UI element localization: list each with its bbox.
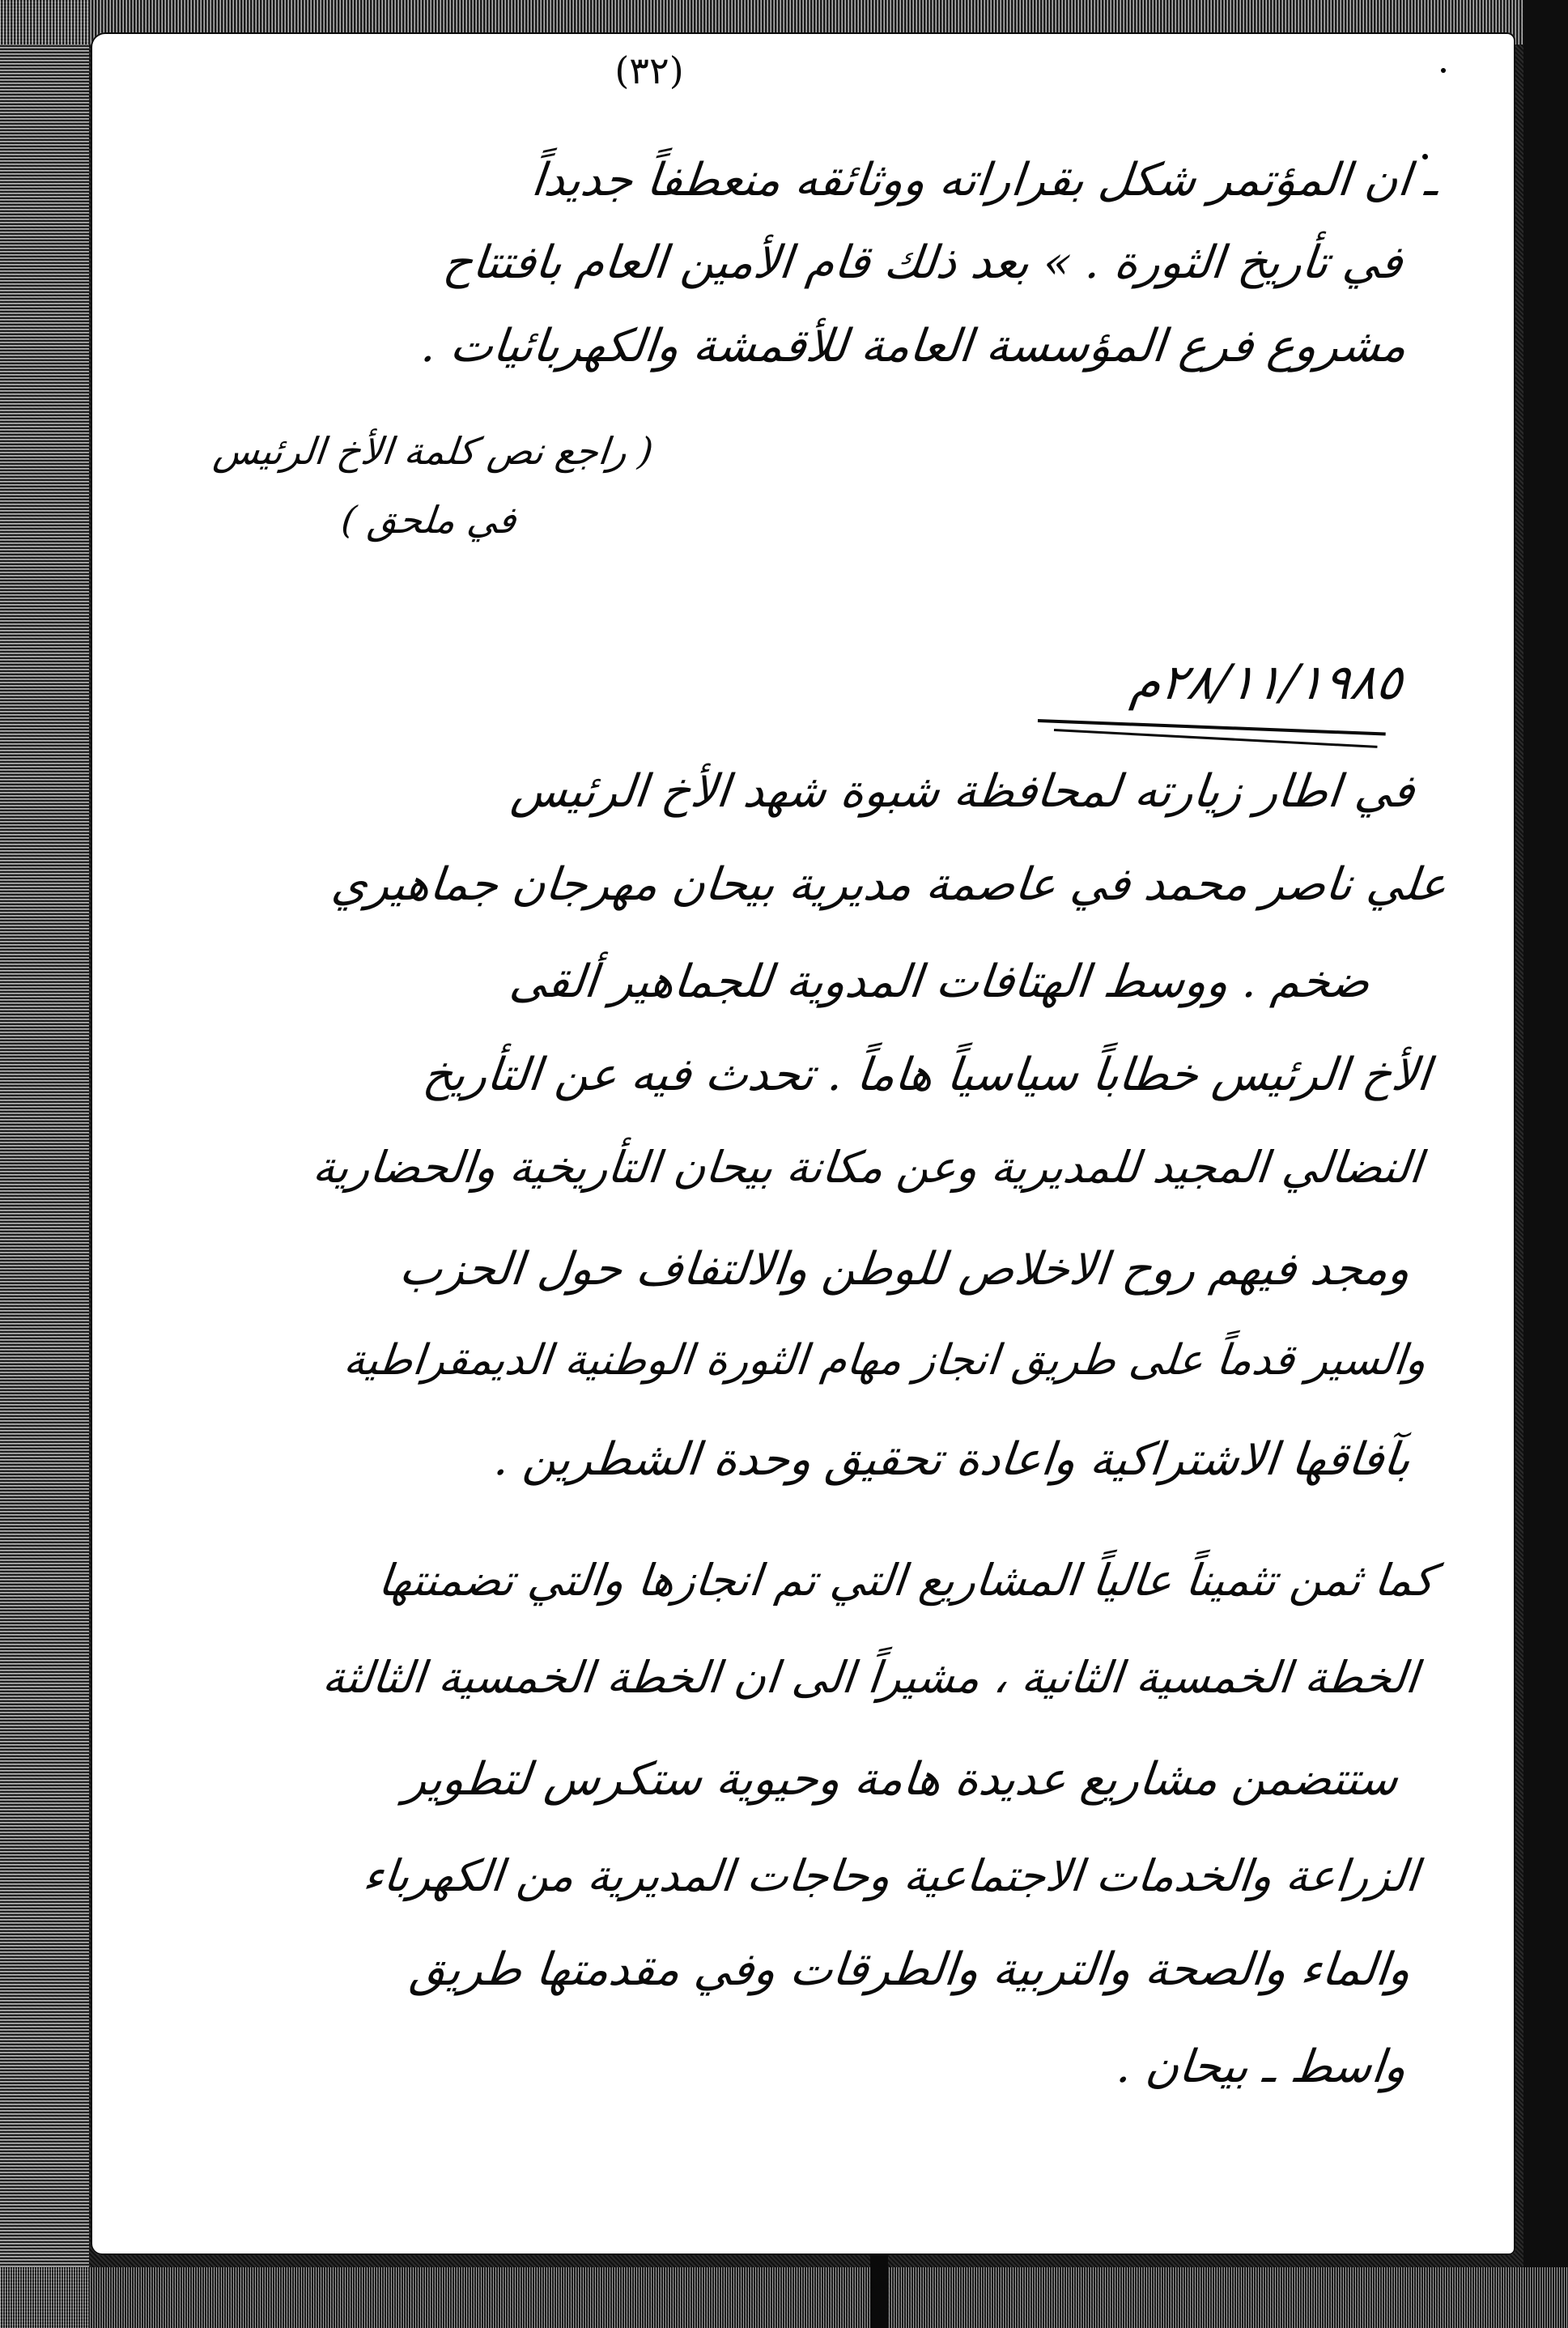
scan-edge-right [1523,0,1568,2328]
handwritten-page [91,32,1515,2255]
scan-noise-left [0,0,89,2328]
body-line: في اطار زيارته لمحافظة شبوة شهد الأخ الرئيس [508,765,1417,818]
body-line: كما ثمن تثميناً عالياً المشاريع التي تم انجازها والتي تضمنتها [376,1555,1438,1606]
intro-line: مشروع فرع المؤسسة العامة للأقمشة والكهربائيات . [419,320,1409,372]
body-line: ستتضمن مشاريع عديدة هامة وحيوية ستكرس لتطوير [402,1753,1401,1806]
body-line: الأخ الرئيس خطاباً سياسياً هاماً . تحدث فيه عن التأريخ [420,1049,1434,1101]
body-line: بآفاقها الاشتراكية واعادة تحقيق وحدة الشطرين . [491,1433,1413,1486]
reference-note-line: في ملحق ) [338,498,518,542]
reference-note-line: ( راجع نص كلمة الأخ الرئيس [211,429,656,473]
scan-noise-bottom [0,2267,1568,2328]
intro-line: في تأريخ الثورة . » بعد ذلك قام الأمين العام بافتتاح [440,236,1405,289]
intro-line: ـ ان المؤتمر شكل بقراراته ووثائقه منعطفاً جديداً [529,154,1442,206]
body-line: والسير قدماً على طريق انجاز مهام الثورة الوطنية الديمقراطية [342,1336,1430,1385]
date-underline [1038,719,1386,736]
body-line: الزراعة والخدمات الاجتماعية وحاجات المديرية من الكهرباء [360,1850,1421,1901]
page-number: (٣٢) [614,49,684,92]
body-line: ومجد فيهم روح الاخلاص للوطن والالتفاف حول الحزب [397,1243,1413,1296]
body-line: واسط ـ بيحان . [1114,2041,1409,2093]
body-line: ضخم . ووسط الهتافات المدوية للجماهير ألقى [507,955,1373,1008]
entry-date: ٢٨/١١/١٩٨٥م [1127,654,1405,711]
ink-dot [1441,68,1446,73]
body-line: الخطة الخمسية الثانية ، مشيراً الى ان الخطة الخمسية الثالثة [321,1652,1421,1703]
body-line: والماء والصحة والتربية والطرقات وفي مقدمتها طريق [407,1943,1413,1996]
body-line: علي ناصر محمد في عاصمة مديرية بيحان مهرجان جماهيري [329,858,1450,911]
body-line: النضالي المجيد للمديرية وعن مكانة بيحان التأريخية والحضارية [311,1142,1426,1193]
